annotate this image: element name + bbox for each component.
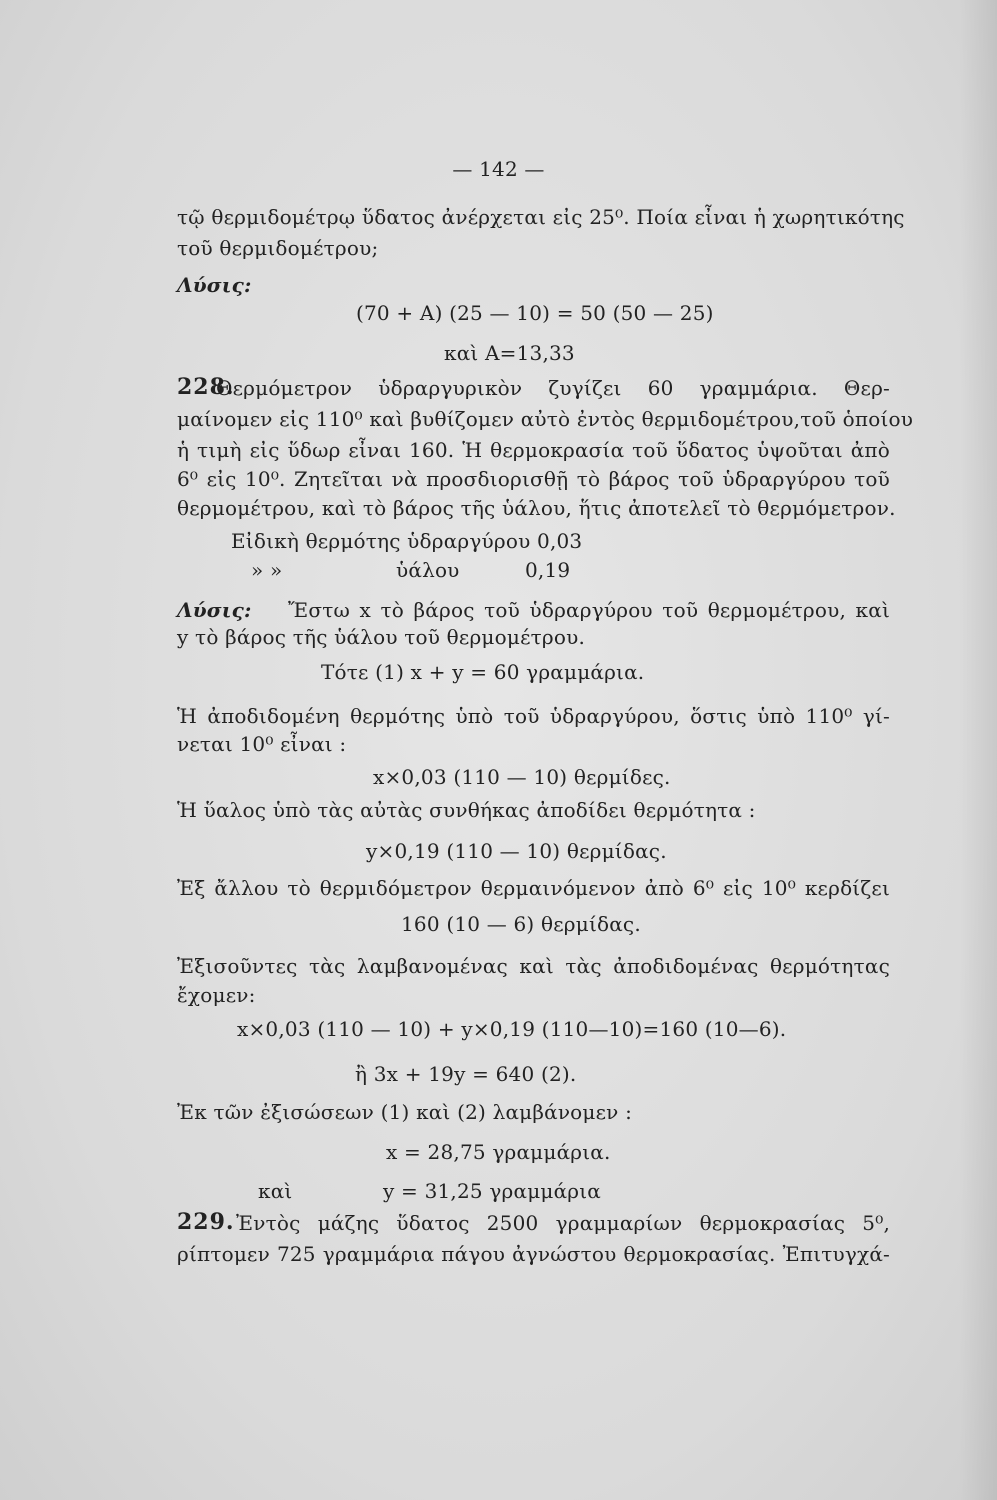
equation: x×0,03 (110 — 10) θερμίδες. (373, 765, 671, 789)
specific-heat-line: Εἰδικὴ θερμότης ὑδραργύρου 0,03 (231, 529, 583, 553)
equation: Τότε (1) x + y = 60 γραμμάρια. (321, 660, 645, 684)
solution-label: Λύσις: (177, 273, 252, 297)
equation: y = 31,25 γραμμάρια (383, 1179, 602, 1203)
paragraph-line: y τὸ βάρος τῆς ὑάλου τοῦ θερμομέτρου. (177, 625, 586, 649)
equation: x = 28,75 γραμμάρια. (386, 1140, 611, 1164)
equation: (70 + A) (25 — 10) = 50 (50 — 25) (356, 301, 714, 325)
paragraph-line: ἡ τιμὴ εἰς ὕδωρ εἶναι 160. Ἡ θερμοκρασία τοῦ ὕδατος ὑψοῦται ἀπὸ (177, 438, 890, 462)
paragraph-line: Ἡ ὕαλος ὑπὸ τὰς αὐτὰς συνθήκας ἀποδίδει θερμότητα : (177, 798, 756, 822)
problem-number: 229. (177, 1209, 235, 1235)
equation: 160 (10 — 6) θερμίδας. (401, 912, 641, 936)
paragraph-line: Ἐκ τῶν ἐξισώσεων (1) καὶ (2) λαμβάνομεν : (177, 1100, 633, 1124)
paragraph-line: μαίνομεν εἰς 110⁰ καὶ βυθίζομεν αὐτὸ ἐντὸς θερμιδομέτρου,τοῦ ὁποίου (177, 407, 914, 431)
equation: x×0,03 (110 — 10) + y×0,19 (110—10)=160 (10—6). (237, 1017, 787, 1041)
paragraph-line: νεται 10⁰ εἶναι : (177, 732, 347, 756)
paragraph-line: 6⁰ εἰς 10⁰. Ζητεῖται νὰ προσδιορισθῇ τὸ βάρος τοῦ ὑδραργύρου τοῦ (177, 467, 890, 491)
solution-label: Λύσις: (177, 598, 252, 622)
paragraph-line: ἔχομεν: (177, 983, 256, 1007)
paragraph-line: Ἐξισοῦντες τὰς λαμβανομένας καὶ τὰς ἀποδιδομένας θερμότητας (177, 954, 890, 978)
page-number: — 142 — (452, 157, 545, 181)
paragraph-line: τῷ θερμιδομέτρῳ ὕδατος ἀνέρχεται εἰς 25⁰. Ποία εἶναι ἡ χωρητικότης (177, 205, 905, 229)
page-edge-shadow (959, 0, 997, 1500)
paragraph-line: Ἔστω x τὸ βάρος τοῦ ὑδραργύρου τοῦ θερμομέτρου, καὶ (288, 598, 890, 622)
paragraph-line: Ἡ ἀποδιδομένη θερμότης ὑπὸ τοῦ ὑδραργύρου, ὅστις ὑπὸ 110⁰ γί- (177, 704, 890, 728)
equation: καὶ A=13,33 (444, 341, 575, 365)
paragraph-line: Ἐντὸς μάζης ὕδατος 2500 γραμμαρίων θερμοκρασίας 5⁰, (236, 1211, 890, 1235)
paragraph-line: θερμομέτρου, καὶ τὸ βάρος τῆς ὑάλου, ἥτις ἀποτελεῖ τὸ θερμόμετρον. (177, 496, 896, 520)
ditto-marks: » » (251, 558, 283, 582)
specific-heat-value: 0,19 (525, 558, 571, 582)
equation-prefix: καὶ (258, 1179, 293, 1203)
equation: ἢ 3x + 19y = 640 (2). (355, 1062, 577, 1086)
problem-number: 228. (177, 374, 235, 400)
equation: y×0,19 (110 — 10) θερμίδας. (366, 839, 667, 863)
paragraph-line: ρίπτομεν 725 γραμμάρια πάγου ἀγνώστου θερμοκρασίας. Ἐπιτυγχά- (177, 1242, 890, 1266)
paragraph-line: Ἐξ ἄλλου τὸ θερμιδόμετρον θερμαινόμενον ἀπὸ 6⁰ εἰς 10⁰ κερδίζει (177, 876, 890, 900)
paragraph-line: τοῦ θερμιδομέτρου; (177, 236, 379, 260)
specific-heat-name: ὑάλου (396, 558, 460, 582)
paragraph-line: Θερμόμετρον ὑδραργυρικὸν ζυγίζει 60 γραμμάρια. Θερ- (216, 376, 890, 400)
